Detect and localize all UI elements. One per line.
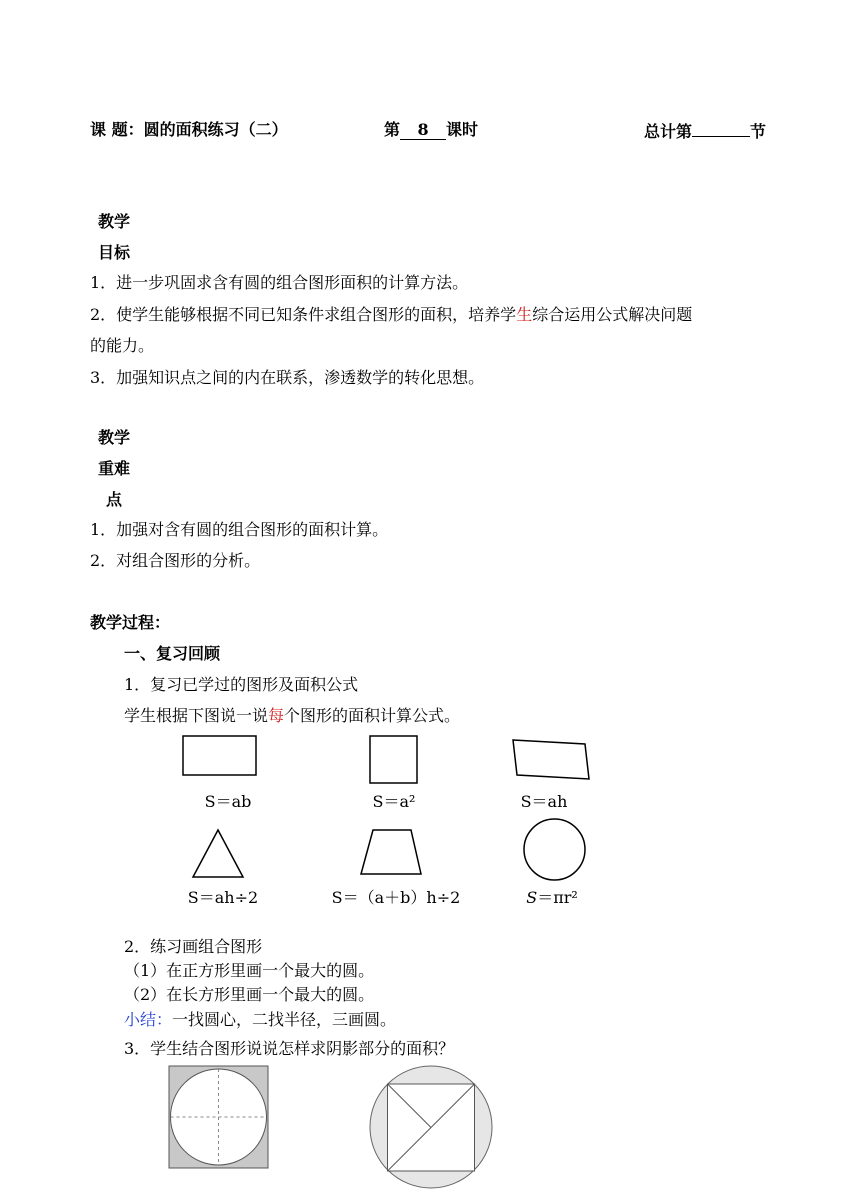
objective-item-1: 1．进一步巩固求含有圆的组合图形面积的计算方法。 (90, 273, 469, 292)
formula-rectangle: S＝ab (204, 792, 252, 811)
total-blank (692, 120, 750, 137)
lesson-number: 8 (400, 121, 446, 140)
keypoint-item-1: 1．加强对含有圆的组合图形的面积计算。 (90, 520, 389, 539)
keypoint-item-2: 2．对组合图形的分析。 (90, 551, 261, 570)
lesson-suffix: 课时 (446, 120, 479, 139)
section1-title: 一、复习回顾 (124, 644, 221, 663)
shaded-square-circle-figure (168, 1065, 270, 1171)
circle-figure (522, 817, 588, 883)
parallelogram-figure (512, 738, 592, 782)
rectangle-figure (182, 735, 258, 777)
objective-item-2 (90, 305, 692, 325)
summary-line (124, 1010, 396, 1030)
process-item-2-sub-1: （1）在正方形里画一个最大的圆。 (124, 961, 375, 980)
process-item-3: 3．学生结合图形说说怎样求阴影部分的面积？ (124, 1039, 455, 1058)
formula-circle-s: S (526, 888, 538, 907)
keypoints-heading-3: 点 (106, 490, 123, 509)
triangle-figure (190, 828, 246, 880)
square-figure (369, 735, 419, 785)
objective-item-2-highlight: 生 (516, 305, 533, 324)
item1-desc-highlight: 每 (268, 706, 285, 725)
topic-line (90, 120, 288, 140)
process-heading: 教学过程： (90, 613, 171, 632)
total-suffix: 节 (750, 122, 767, 141)
process-item-2: 2．练习画组合图形 (124, 937, 263, 956)
formula-circle-rest: ＝πr² (537, 888, 578, 907)
process-item-1: 1．复习已学过的图形及面积公式 (124, 675, 359, 694)
formula-trapezoid: S＝（a＋b）h÷2 (331, 888, 461, 907)
item1-desc-text-a: 学生根据下图说一说 (124, 706, 269, 725)
objectives-heading-2: 目标 (98, 243, 131, 262)
item1-desc-text-b: 个图形的面积计算公式。 (284, 706, 461, 725)
objectives-heading-1: 教学 (98, 212, 131, 231)
summary-text: 一找圆心，二找半径，三画圆。 (172, 1010, 397, 1029)
formula-parallelogram: S＝ah (520, 792, 568, 811)
process-item-2-sub-2: （2）在长方形里画一个最大的圆。 (124, 985, 375, 1004)
objective-item-2-text-b: 综合运用公式解决问题 (532, 305, 693, 324)
total-count-line (644, 120, 766, 142)
summary-label: 小结： (124, 1010, 173, 1029)
total-prefix: 总计第 (644, 122, 693, 141)
lesson-number-line (384, 120, 478, 140)
trapezoid-figure (359, 828, 425, 876)
shaded-circle-square-figure (369, 1063, 495, 1191)
objective-item-2-cont: 的能力。 (90, 336, 155, 355)
topic-label: 课 题： (90, 120, 144, 139)
lesson-prefix: 第 (384, 120, 401, 139)
keypoints-heading-2: 重难 (98, 459, 131, 478)
formula-circle (502, 888, 602, 908)
process-item-1-desc (124, 706, 460, 726)
objective-item-3: 3．加强知识点之间的内在联系，渗透数学的转化思想。 (90, 368, 485, 387)
keypoints-heading-1: 教学 (98, 428, 131, 447)
formula-triangle: S＝ah÷2 (187, 888, 259, 907)
formula-square: S＝a² (372, 792, 416, 811)
objective-item-2-text-a: 2．使学生能够根据不同已知条件求组合图形的面积，培养学 (90, 305, 517, 324)
topic-title: 圆的面积练习（二） (143, 120, 288, 139)
